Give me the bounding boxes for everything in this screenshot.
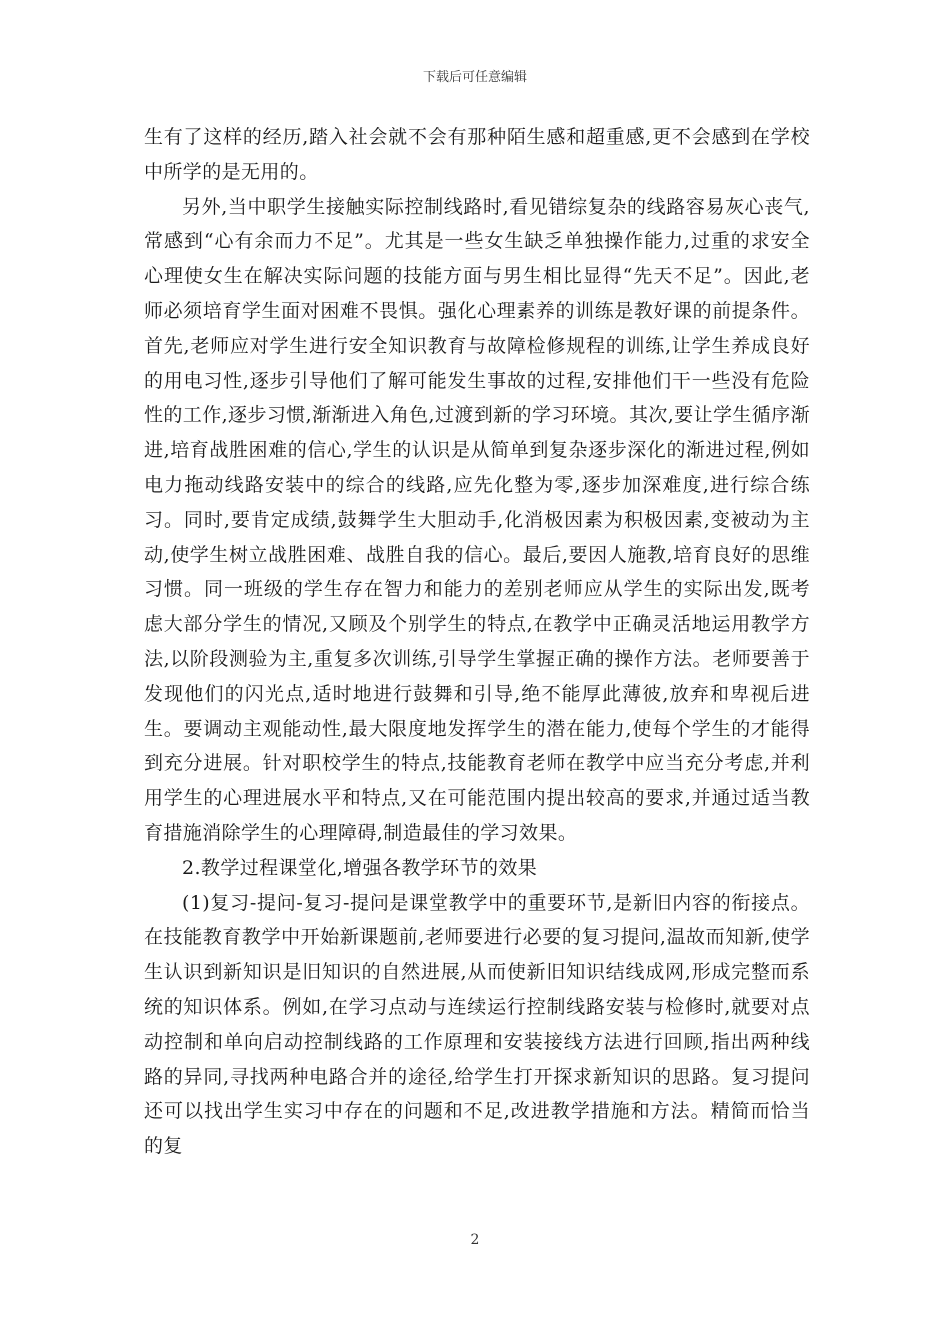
paragraph-review-questions: (1)复习-提问-复习-提问是课堂教学中的重要环节,是新旧内容的衔接点。在技能教育教学中开始新课题前,老师要进行必要的复习提问,温故而知新,使学生认识到新知识是旧知识的自然进展,从而使新旧知识结线成网,形成完整而系统的知识体系。例如,在学习点动与连续运行控制线路安装与检修时,就要对点动控制和单向启动控制线路的工作原理和安装接线方法进行回顾,指出两种线路的异同,寻找两种电路合并的途径,给学生打开探求新知识的思路。复习提问还可以找出学生实习中存在的问题和不足,改进教学措施和方法。精简而恰当的复 bbox=[144, 891, 810, 1158]
paragraph-continuation: 生有了这样的经历,踏入社会就不会有那种陌生感和超重感,更不会感到在学校中所学的是无用的。 bbox=[144, 126, 810, 183]
section-heading: 2.教学过程课堂化,增强各教学环节的效果 bbox=[182, 856, 538, 879]
page-header-note: 下载后可任意编辑 bbox=[422, 70, 527, 85]
paragraph-psychology: 另外,当中职学生接触实际控制线路时,看见错综复杂的线路容易灰心丧气,常感到“心有余而力不足”。尤其是一些女生缺乏单独操作能力,过重的求安全心理使女生在解决实际问题的技能方面与男生相比显得“先天不足”。因此,老师必须培育学生面对困难不畏惧。强化心理素养的训练是教好课的前提条件。首先,老师应对学生进行安全知识教育与故障检修规程的训练,让学生养成良好的用电习性,逐步引导他们了解可能发生事故的过程,安排他们干一些没有危险性的工作,逐步习惯,渐渐进入角色,过渡到新的学习环境。其次,要让学生循序渐进,培育战胜困难的信心,学生的认识是从简单到复杂逐步深化的渐进过程,例如电力拖动线路安装中的综合的线路,应先化整为零,逐步加深难度,进行综合练习。同时,要肯定成绩,鼓舞学生大胆动手,化消极因素为积极因素,变被动为主动,使学生树立战胜困难、战胜自我的信心。最后,要因人施教,培育良好的思维习惯。同一班级的学生存在智力和能力的差别老师应从学生的实际出发,既考虑大部分学生的情况,又顾及个别学生的特点,在教学中正确灵活地运用教学方法,以阶段测验为主,重复多次训练,引导学生掌握正确的操作方法。老师要善于发现他们的闪光点,适时地进行鼓舞和引导,绝不能厚此薄彼,放弃和卑视后进生。要调动主观能动性,最大限度地发挥学生的潜在能力,使每个学生的才能得到充分进展。针对职校学生的特点,技能教育老师在教学中应当充分考虑,并利用学生的心理进展水平和特点,又在可能范围内提出较高的要求,并通过适当教育措施消除学生的心理障碍,制造最佳的学习效果。 bbox=[144, 195, 810, 844]
page-number: 2 bbox=[470, 1232, 480, 1248]
document-body bbox=[144, 120, 810, 1164]
